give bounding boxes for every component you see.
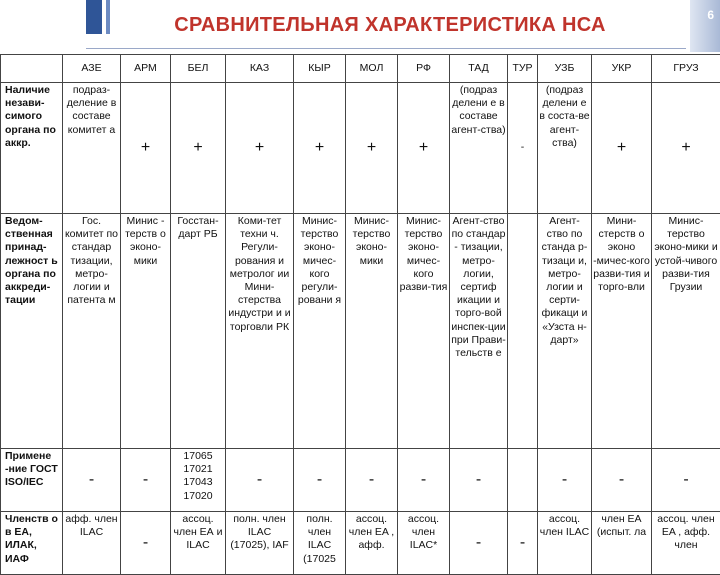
row-header: Наличие незави-симого органа по аккр. bbox=[1, 83, 63, 214]
column-header: ТУР bbox=[508, 55, 538, 83]
table-cell: Минис-терство эконо-мики и устой-чивого разви-тия Грузии bbox=[652, 214, 720, 449]
table-cell: ассоц. член ILAC bbox=[538, 512, 592, 575]
table-row bbox=[1, 512, 720, 575]
table-cell: афф. член ILAC bbox=[63, 512, 121, 575]
column-header: ТАД bbox=[450, 55, 508, 83]
table-cell: подраз-деление в составе комитет а bbox=[63, 83, 121, 214]
slide-corner bbox=[690, 0, 720, 52]
table-cell: ассоц. член EA , афф. bbox=[346, 512, 398, 575]
table-cell: - bbox=[121, 512, 171, 575]
table-row bbox=[1, 214, 720, 449]
header-band bbox=[0, 0, 80, 52]
table-cell: + bbox=[398, 83, 450, 214]
column-header: РФ bbox=[398, 55, 450, 83]
table-cell: - bbox=[398, 449, 450, 512]
table-cell: ассоц. член ILAC* bbox=[398, 512, 450, 575]
table-cell: (подраз делени е в соста-ве агент-ства) bbox=[538, 83, 592, 214]
table-cell: + bbox=[346, 83, 398, 214]
column-header: ГРУЗ bbox=[652, 55, 720, 83]
title-divider bbox=[86, 48, 686, 49]
table-cell: - bbox=[508, 512, 538, 575]
decor-bar-dark bbox=[86, 0, 102, 34]
row-header: Членств о в ЕА, ИЛАК, ИАФ bbox=[1, 512, 63, 575]
table-cell: - bbox=[226, 449, 294, 512]
table-cell: Минис-терство эконо-мичес-кого разви-тия bbox=[398, 214, 450, 449]
column-header: АРМ bbox=[121, 55, 171, 83]
header-row bbox=[1, 55, 720, 83]
table-cell: Минис - терств о эконо-мики bbox=[121, 214, 171, 449]
table-cell: - bbox=[121, 449, 171, 512]
column-header: АЗЕ bbox=[63, 55, 121, 83]
table-cell: член EA (испыт. ла bbox=[592, 512, 652, 575]
row-header: Примене -ние ГОСТ ISO/IEC bbox=[1, 449, 63, 512]
table-row bbox=[1, 449, 720, 512]
table-cell: + bbox=[226, 83, 294, 214]
table-cell bbox=[508, 449, 538, 512]
row-header: Ведом-ственная принад-лежност ь органа по аккреди-тации bbox=[1, 214, 63, 449]
column-header: УЗБ bbox=[538, 55, 592, 83]
column-header: МОЛ bbox=[346, 55, 398, 83]
table-cell: 17065 17021 17043 17020 bbox=[171, 449, 226, 512]
table-cell: - bbox=[652, 449, 720, 512]
column-header: БЕЛ bbox=[171, 55, 226, 83]
table-cell: - bbox=[450, 449, 508, 512]
slide-number: 6 bbox=[707, 8, 714, 22]
table-cell: - bbox=[508, 83, 538, 214]
table-cell: ассоц. член ЕА и ILAC bbox=[171, 512, 226, 575]
table-cell: - bbox=[592, 449, 652, 512]
table-cell: + bbox=[592, 83, 652, 214]
table-cell: - bbox=[63, 449, 121, 512]
table-cell: Мини-стерств о эконо -мичес-кого разви-тия и торго-вли bbox=[592, 214, 652, 449]
table-cell: + bbox=[652, 83, 720, 214]
table-cell: Гос. комитет по стандар тизации, метро-логии и патента м bbox=[63, 214, 121, 449]
table-row bbox=[1, 83, 720, 214]
table-cell: - bbox=[450, 512, 508, 575]
column-header bbox=[1, 55, 63, 83]
table-cell: - bbox=[294, 449, 346, 512]
table-cell: + bbox=[294, 83, 346, 214]
table-cell: Минис-терство эконо-мичес-кого регули-ровани я bbox=[294, 214, 346, 449]
table-cell: (подраз делени е в составе агент-ства) bbox=[450, 83, 508, 214]
column-header: УКР bbox=[592, 55, 652, 83]
table-cell: полн. член ILAC (17025), IAF bbox=[226, 512, 294, 575]
slide-title: СРАВНИТЕЛЬНАЯ ХАРАКТЕРИСТИКА НСА bbox=[110, 14, 670, 37]
table-cell: - bbox=[346, 449, 398, 512]
table-cell: Госстан-дарт РБ bbox=[171, 214, 226, 449]
table-cell: + bbox=[171, 83, 226, 214]
table-cell: Агент-ство по стандар - тизации, метро-логии, сертиф икации и торго-вой инспек-ции при Прави-тельств е bbox=[450, 214, 508, 449]
table-cell: ассоц. член EA , афф. член bbox=[652, 512, 720, 575]
table-cell: Коми-тет техни ч. Регули-рования и метролог ии Мини-стерства индустри и и торговли РК bbox=[226, 214, 294, 449]
comparison-table bbox=[0, 54, 720, 575]
table-cell bbox=[508, 214, 538, 449]
table-cell: Минис-терство эконо-мики bbox=[346, 214, 398, 449]
column-header: КЫР bbox=[294, 55, 346, 83]
table-cell: - bbox=[538, 449, 592, 512]
table-cell: полн. член ILAC (17025 bbox=[294, 512, 346, 575]
table-cell: Агент-ство по станда р-тизаци и, метро-логии и серти-фикаци и «Узста н-дарт» bbox=[538, 214, 592, 449]
table-cell: + bbox=[121, 83, 171, 214]
column-header: КАЗ bbox=[226, 55, 294, 83]
